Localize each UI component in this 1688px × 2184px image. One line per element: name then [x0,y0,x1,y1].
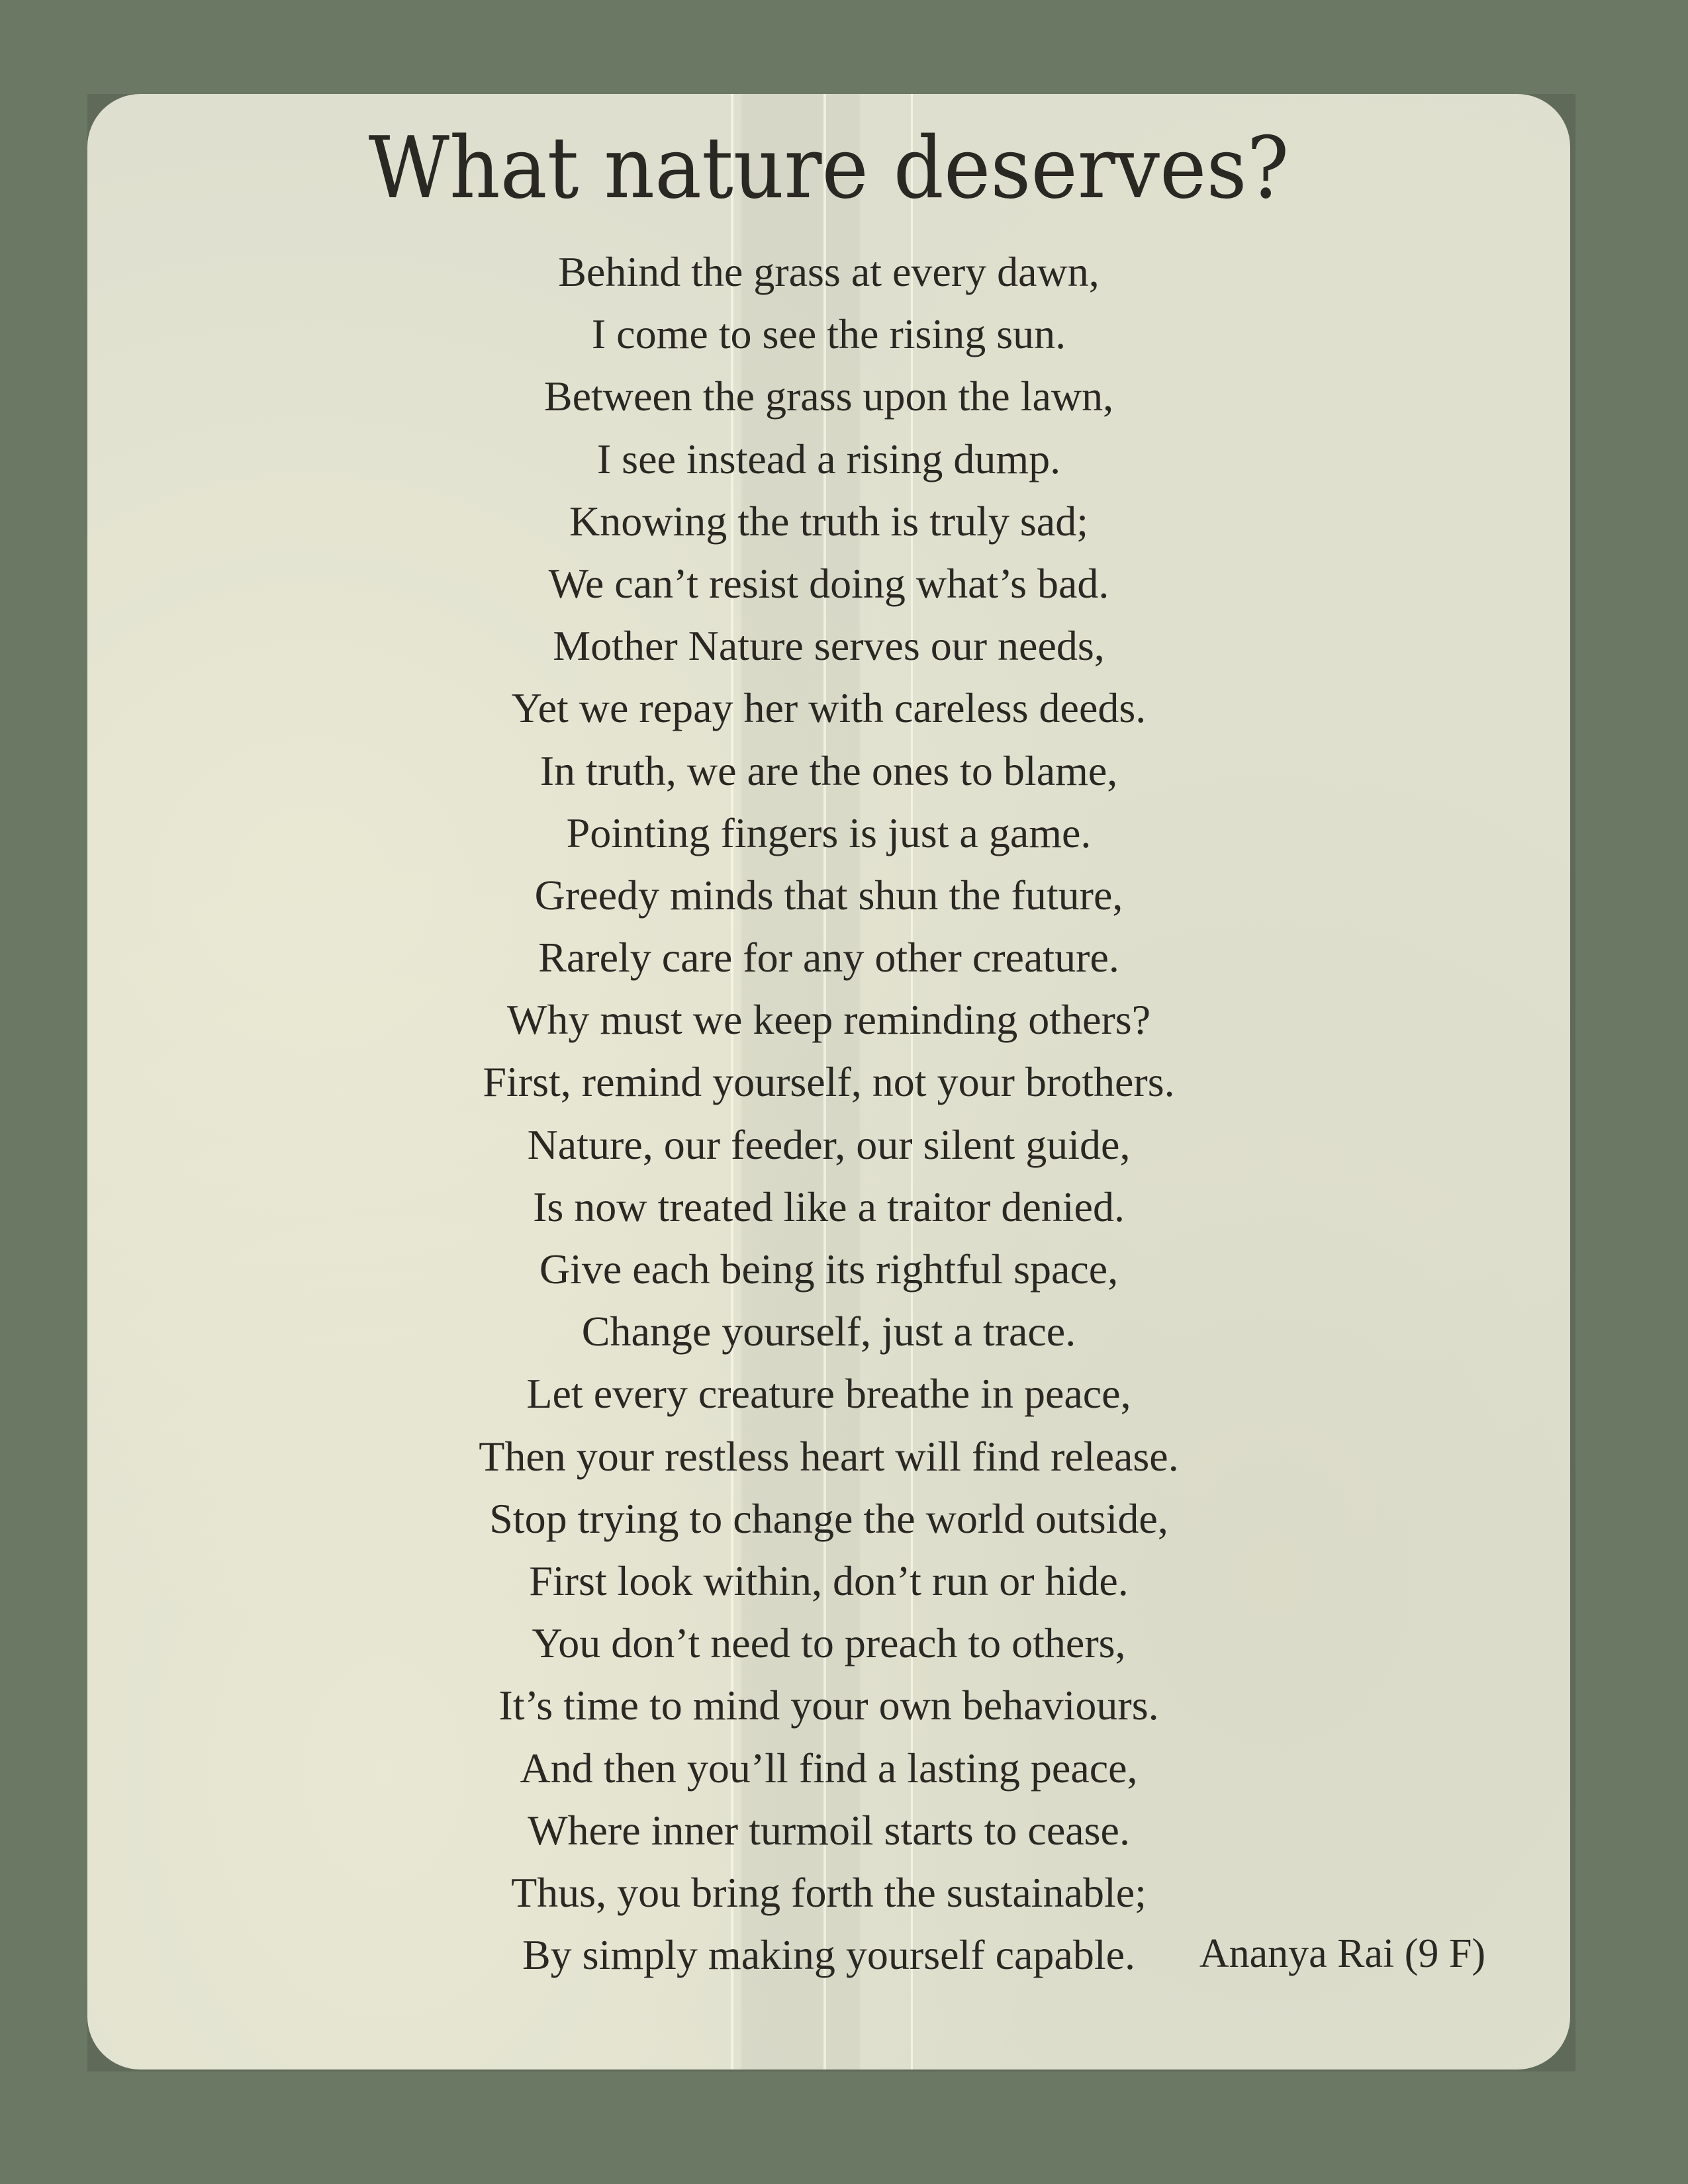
poem-line: And then you’ll find a lasting peace, [520,1744,1138,1792]
poem-line: Then your restless heart will find release. [479,1432,1179,1480]
poem-line: I see instead a rising dump. [596,435,1061,482]
poem-line: Where inner turmoil starts to cease. [528,1806,1130,1854]
poem-line: Yet we repay her with careless deeds. [511,684,1147,732]
poem-line: Rarely care for any other creature. [538,934,1119,981]
poem-line: In truth, we are the ones to blame, [539,747,1118,794]
poem-line: Is now treated like a traitor denied. [533,1183,1125,1230]
poem-content [87,94,1570,2070]
poem-panel [87,94,1570,2070]
poem-line: Greedy minds that shun the future, [534,871,1123,919]
poem-line: It’s time to mind your own behaviours. [498,1682,1159,1729]
poem-line: I come to see the rising sun. [591,310,1066,358]
poem-line: Stop trying to change the world outside, [489,1494,1168,1542]
poem-line: First look within, don’t run or hide. [529,1557,1129,1604]
poem-line: Change yourself, just a trace. [581,1308,1076,1355]
poem-line: Mother Nature serves our needs, [553,622,1105,670]
poem-author: Ananya Rai (9 F) [1199,1931,1485,1976]
poem-line: Between the grass upon the lawn, [543,373,1114,420]
poem-line: By simply making yourself capable. [522,1931,1136,1979]
poem-line: Nature, our feeder, our silent guide, [527,1120,1131,1168]
poem-line: You don’t need to preach to others, [532,1619,1126,1667]
poem-line: Give each being its rightful space, [539,1246,1119,1293]
poem-title: What nature deserves? [368,119,1289,218]
poem-line: Thus, you bring forth the sustainable; [511,1868,1147,1916]
poem-line: Behind the grass at every dawn, [558,248,1100,295]
poem-line: We can’t resist doing what’s bad. [548,559,1109,607]
poem-line: Pointing fingers is just a game. [566,809,1092,856]
poem-line: Knowing the truth is truly sad; [569,497,1088,545]
poem-line: First, remind yourself, not your brothers. [483,1058,1175,1106]
poem-line: Let every creature breathe in peace, [526,1370,1131,1418]
poem-line: Why must we keep reminding others? [506,996,1151,1044]
poem-lines [87,241,1570,1986]
